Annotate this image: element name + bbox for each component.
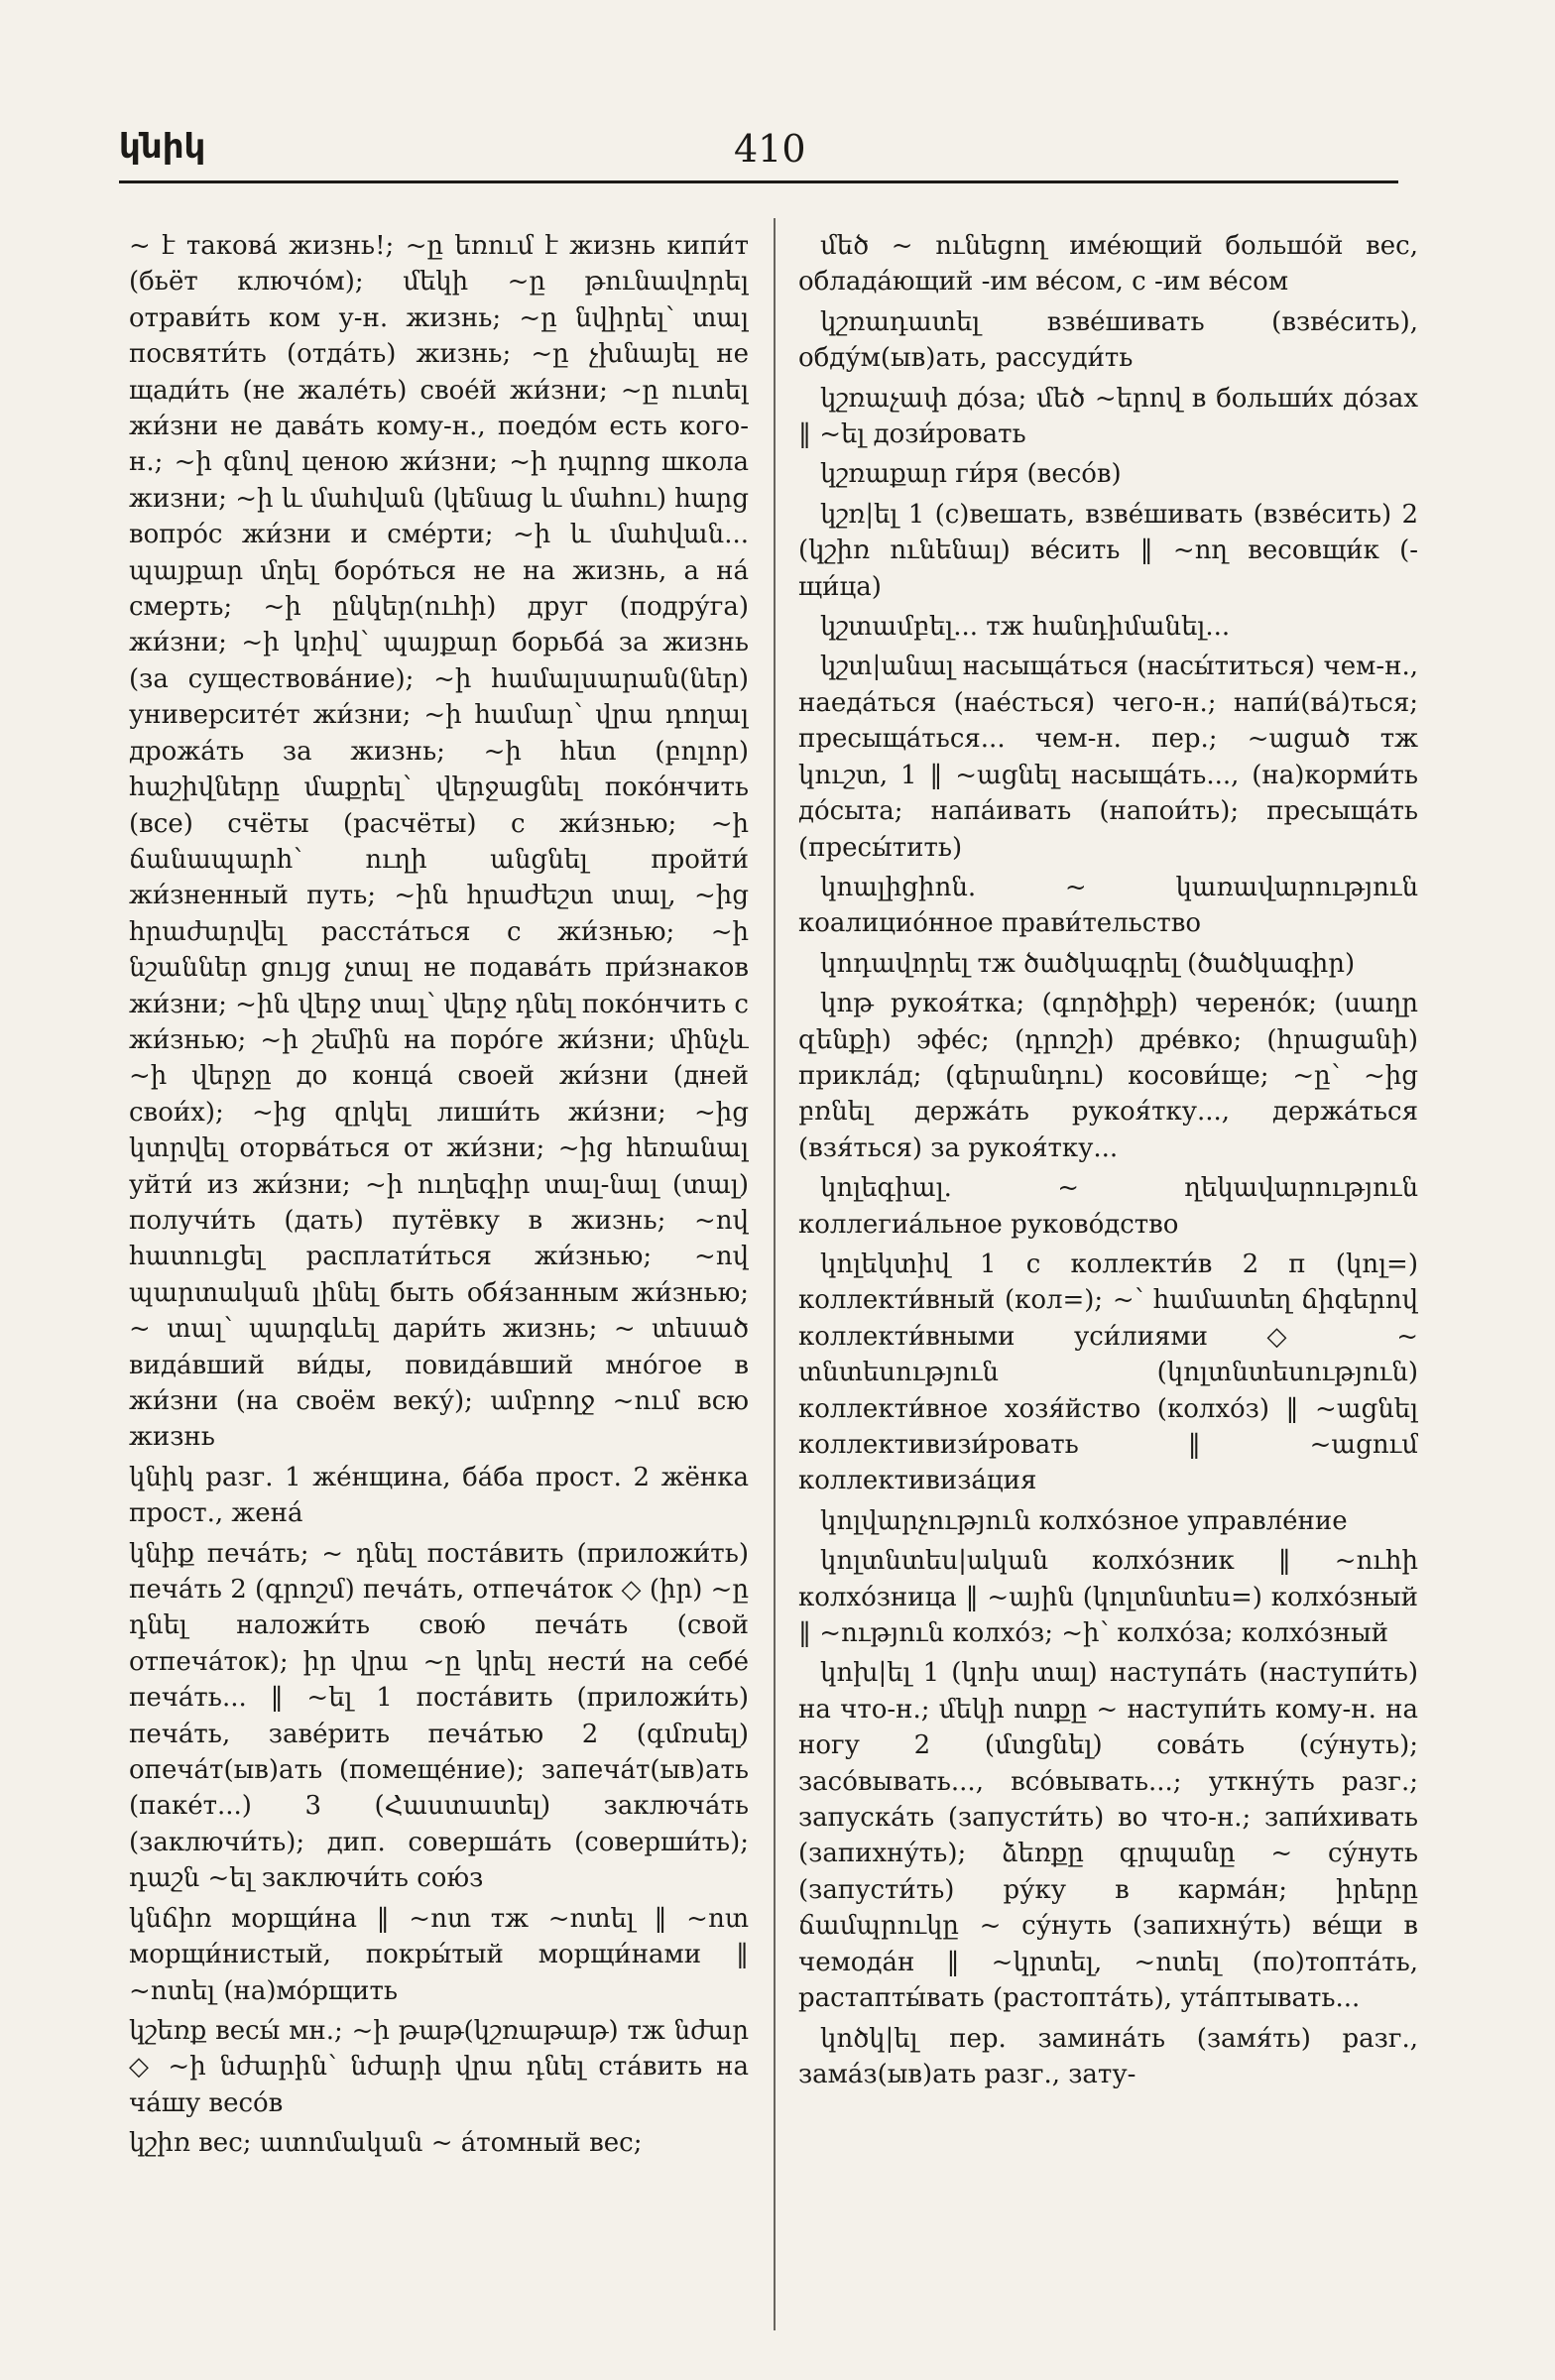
entry-right-7: կշտ|անալ насыща́ться (насы́титься) чем-н., наеда́ться (нае́сться) чего-н.; напи́(ва́)ться; пресыща́ться... чем-н. пер.; ~ացած тж կուշտ, 1 ‖ ~ացնել насыща́ть..., (на)корми́ть до́сыта; напа́ивать (напои́ть); пресыща́ть (пресы́тить) [798,652,1418,863]
entry-right-8: կոալիցիոն. ~ կառավարություն коалицио́нное прави́тельство [798,872,1418,939]
right-column [798,228,1418,2340]
entry-left-4: կնճիռ морщи́на ‖ ~ոտ тж ~ոտել ‖ ~ոտ морщи́нистый, покры́тый морщи́нами ‖ ~ոտել (на)мо́рщить [129,1903,749,2006]
entry-right-13: կոլվարչություն колхо́зное управле́ние [820,1505,1348,1536]
entry-right-5: կշռ|ել 1 (с)вешать, взве́шивать (взве́сить) 2 (կշիռ ունենալ) ве́сить ‖ ~ող весовщи́к (-щи́ца) [798,499,1418,602]
entry-left-3: կնիք печа́ть; ~ դնել поста́вить (приложи́ть) печа́ть 2 (գրոշմ) печа́ть, отпеча́ток ◇ (իր) ~ը դնել наложи́ть свою́ печа́ть (свой отпеча́ток); իր վրա ~ը կրել нести́ на себе́ печа́ть... ‖ ~ել 1 поста́вить (приложи́ть) печа́ть, заве́рить печа́тью 2 (գմռսել) опеча́т(ыв)ать (помеще́ние); запеча́т(ыв)ать (паке́т...) 3 (Հաստատել) заключа́ть (заключи́ть); дип. соверша́ть (соверши́ть); դաշն ~ել заключи́ть сою́з [129,1538,749,1894]
entry-right-2: կշռադատել взве́шивать (взве́сить), обду́м(ыв)ать, рассуди́ть [798,306,1418,374]
entry-left-2: կնիկ разг. 1 же́нщина, ба́ба прост. 2 жёнка прост., жена́ [129,1462,749,1529]
entry-left-5: կշեռք весы́ мн.; ~ի թաթ(կշռաթաթ) тж նժար ◇ ~ի նժարին՝ նժարի վրա դնել ста́вить на ча́шу весо́в [129,2015,749,2118]
column-divider [774,218,776,2330]
entry-right-12: կոլեկտիվ 1 с коллекти́в 2 п (կոլ=) коллекти́вный (кол=); ~՝ համատեղ ճիգերով коллекти́вными уси́лиями ◇ ~ տնտեսություն (կոլտնտեսություն) коллекти́вное хозя́йство (колхо́з) ‖ ~ացնել коллективизи́ровать ‖ ~ացում коллективиза́ция [798,1249,1418,1496]
entry-right-11: կոլեգիալ. ~ ղեկավարություն коллегиа́льное руково́дство [798,1173,1418,1240]
entry-right-9: կոդավորել тж ծածկագրել (ծածկագիր) [820,948,1356,979]
entry-right-16: կոծկ|ել пер. замина́ть (замя́ть) разг., зама́з(ыв)ать разг., зату- [798,2023,1418,2089]
left-column [129,228,749,2340]
entry-right-15: կոխ|ել 1 (կոխ տալ) наступа́ть (наступи́ть) на что-н.; մեկի ոտքը ~ наступи́ть кому-н. на ногу 2 (մտցնել) сова́ть (су́нуть); засо́вывать..., всо́вывать...; уткну́ть разг.; запуска́ть (запусти́ть) во что-н.; запи́хивать (запихну́ть); ձեռքը գրպանը ~ су́нуть (запусти́ть) ру́ку в карма́н; իրերը ճամպրուկը ~ су́нуть (запихну́ть) ве́щи в чемода́н ‖ ~կրտել, ~ոտել (по)топта́ть, растапты́вать (растопта́ть), ута́птывать... [798,1658,1418,2014]
running-head: կնիկ [119,127,206,167]
entry-right-1: մեծ ~ ունեցող име́ющий большо́й вес, облада́ющий -им ве́сом, с -им ве́сом [798,231,1418,298]
entry-right-3: կշռաչափ до́за; մեծ ~երով в больши́х до́зах ‖ ~ել дози́ровать [798,383,1418,450]
entry-right-4: կշռաքար ги́ря (весо́в) [820,459,1122,490]
entry-right-14: կոլտնտես|ական колхо́зник ‖ ~ուհի колхо́зница ‖ ~ային (կոլտնտես=) колхо́зный ‖ ~ություն колхо́з; ~ի՝ колхо́за; колхо́зный [798,1546,1418,1649]
entry-left-1: ~ է такова́ жизнь!; ~ը եռում է жизнь кипи́т (бьёт ключо́м); մեկի ~ը թունավորել отрави́ть ком у-н. жизнь; ~ը նվիրել՝ տալ посвяти́ть (отда́ть) жизнь; ~ը չխնայել не щади́ть (не жале́ть) свое́й жи́зни; ~ը ուտել жи́зни не дава́ть кому-н., поедо́м есть кого-н.; ~ի գնով ценою жи́зни; ~ի դպրոց школа жизни; ~ի և մահվան (կենաց և մահու) հարց вопро́с жи́зни и сме́рти; ~ի և մահվան... պայքար մղել боро́ться не на жизнь, а на́ смерть; ~ի ընկեր(ուհի) друг (подру́га) жи́зни; ~ի կռիվ՝ պայքար борьба́ за жизнь (за существова́ние); ~ի համալսարան(ներ) университе́т жи́зни; ~ի համար՝ վրա դողալ дрожа́ть за жизнь; ~ի հետ (բոլոր) հաշիվները մաքրել՝ վերջացնել поко́нчить (все) счёты (расчёты) с жи́знью; ~ի ճանապարհ՝ ուղի անցնել пройти́ жи́зненный путь; ~ին հրաժեշտ տալ, ~ից հրաժարվել расста́ться с жи́знью; ~ի նշաններ ցույց չտալ не подава́ть при́знаков жи́зни; ~ին վերջ տալ՝ վերջ դնել поко́нчить с жи́знью; ~ի շեմին на поро́ге жи́зни; մինչև ~ի վերջը до конца́ своей жи́зни (дней свои́х); ~ից զրկել лиши́ть жи́зни; ~ից կտրվել оторва́ться от жи́зни; ~ից հեռանալ уйти́ из жи́зни; ~ի ուղեգիր տալ-նալ (տալ) получи́ть (дать) путёвку в жизнь; ~ով հատուցել расплати́ться жи́знью; ~ով պարտական լինել быть обя́занным жи́знью; ~ տալ՝ պարգևել дари́ть жизнь; ~ տեսած вида́вший ви́ды, повида́вший мно́гое в жи́зни (на своём веку́); ամբողջ ~ում всю жизнь [129,231,749,1453]
page-number: 410 [734,127,806,171]
entry-right-6: կշտամբել... тж հանդիմանել... [820,612,1231,643]
entry-right-10: կոթ рукоя́тка; (գործիքի) черено́к; (սաղր զենքի) эфе́с; (դրոշի) дре́вко; (հրացանի) прикла́д; (գերանդու) косови́ще; ~ը՝ ~ից բռնել держа́ть рукоя́тку..., держа́ться (взя́ться) за рукоя́тку... [798,989,1418,1163]
entry-left-6: կշիռ вес; ատոմական ~ а́томный вес; [129,2128,643,2159]
header-rule [119,180,1398,183]
